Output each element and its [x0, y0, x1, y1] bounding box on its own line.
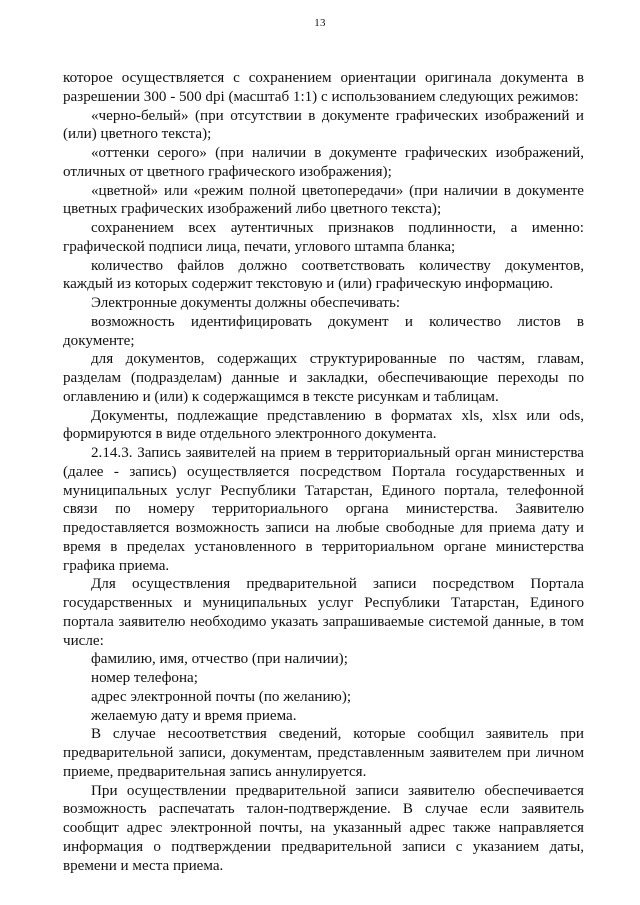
- paragraph: адрес электронной почты (по желанию);: [91, 688, 352, 705]
- paragraph: которое осуществляется с сохранением ориентации оригинала документа в разрешении 300 - 500 dpi (масштаб 1:1) с использованием следующих режимов:: [63, 70, 584, 105]
- paragraph: При осуществлении предварительной записи заявителю обеспечивается возможность распечатать талон-подтверждение. В случае если заявитель сообщит адрес электронной почты, на указанный адрес также направляется информация о подтверждении предварительной записи с указанием даты, времени и места приема.: [63, 782, 584, 874]
- paragraph: Документы, подлежащие представлению в форматах xls, xlsx или ods, формируются в виде отдельного электронного документа.: [63, 407, 584, 443]
- paragraph: фамилию, имя, отчество (при наличии);: [91, 651, 348, 668]
- paragraph: «черно-белый» (при отсутствии в документе графических изображений и (или) цветного текста);: [63, 107, 584, 143]
- paragraph: 2.14.3. Запись заявителей на прием в территориальный орган министерства (далее - запись) осуществляется посредством Портала государственных и муниципальных услуг Республики Татарстан, Единого портала, телефонной связи по номеру территориального органа министерства. Заявителю предоставляется возможность записи на любые свободные для приема дату и время в пределах установленного в территориальном органе министерства графика приема.: [63, 445, 584, 574]
- page-number: 13: [314, 17, 326, 29]
- paragraph: «цветной» или «режим полной цветопередачи» (при наличии в документе цветных графических изображений либо цветного текста);: [63, 182, 584, 218]
- paragraph: номер телефона;: [91, 670, 198, 686]
- paragraph: В случае несоответствия сведений, которые сообщил заявитель при предварительной записи, документам, представленным заявителем при личном приеме, предварительная запись аннулируется.: [63, 726, 584, 780]
- paragraph: для документов, содержащих структурированные по частям, главам, разделам (подразделам) данные и закладки, обеспечивающие переходы по оглавлению и (или) к содержащимся в тексте рисункам и таблицам.: [63, 351, 584, 405]
- paragraph: Электронные документы должны обеспечивать:: [91, 295, 401, 311]
- paragraph: возможность идентифицировать документ и количество листов в документе;: [63, 313, 584, 349]
- paragraph: количество файлов должно соответствовать количеству документов, каждый из которых содержит текстовую и (или) графическую информацию.: [63, 257, 584, 293]
- paragraph: желаемую дату и время приема.: [91, 707, 297, 724]
- paragraph: сохранением всех аутентичных признаков подлинности, а именно: графической подписи лица, печати, углового штампа бланка;: [63, 220, 584, 255]
- paragraph: Для осуществления предварительной записи посредством Портала государственных и муниципальных услуг Республики Татарстан, Единого портала заявителю необходимо указать запрашиваемые системой данные, в том числе:: [63, 576, 584, 649]
- paragraph: «оттенки серого» (при наличии в документе графических изображений, отличных от цветного графического изображения);: [63, 145, 584, 180]
- document-body: [63, 69, 584, 875]
